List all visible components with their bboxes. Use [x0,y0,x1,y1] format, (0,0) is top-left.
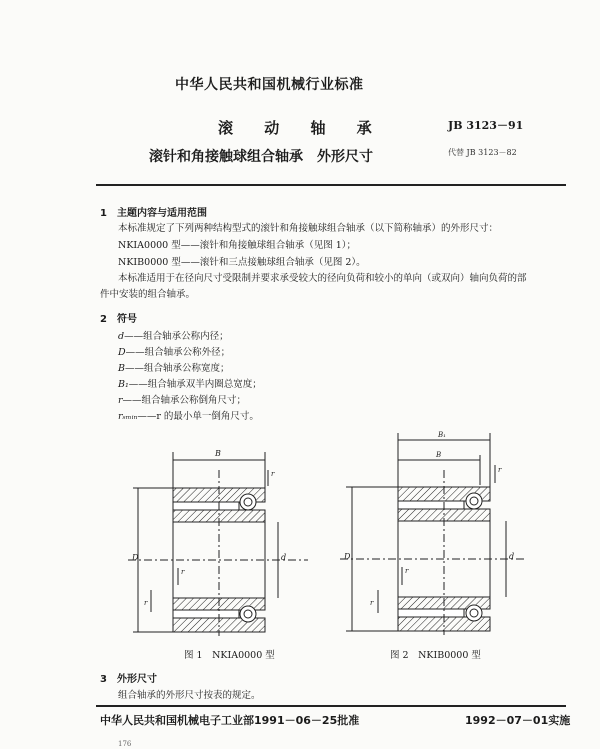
symbol: rₛₘᵢₙ [118,411,138,422]
symbol-row [118,394,246,408]
section1-para2: NKIA0000 型——滚针和角接触球组合轴承（见图 1）； [118,240,357,251]
fig1-label-r: r [144,599,148,607]
page-number: 176 [118,740,132,748]
section1-para4a: 本标准适用于在径向尺寸受限制并要求承受较大的径向负荷和较小的单向（或双向）轴向负荷的部 [118,273,527,284]
figure-1-drawing [118,440,318,640]
footer-rule [96,705,566,707]
fig1-label-r: r [181,568,185,576]
fig2-label-r: r [405,567,409,575]
standard-subtitle: 滚针和角接触球组合轴承 外形尺寸 [149,149,373,165]
symbol: B₁ [118,379,129,390]
symbol-desc: ——组合轴承公称外径； [125,347,231,358]
symbol-row [118,330,229,344]
symbol-desc: ——组合轴承公称倒角尺寸； [122,395,247,406]
symbol-row [118,362,230,376]
figure-2-caption: 图 2 NKIB0000 型 [390,650,481,661]
fig2-label-d-inner: d [509,552,515,561]
fig1-label-d-outer: D [132,553,139,562]
section3-heading: 3 外形尺寸 [100,674,157,685]
figure-1-caption: 图 1 NKIA0000 型 [184,650,275,661]
symbol-desc: ——组合轴承公称内径； [124,331,229,342]
figure-2-drawing [330,425,530,640]
effective-date: 1992－07－01实施 [465,714,571,727]
section1-para3: NKIB0000 型——滚针和三点接触球组合轴承（见图 2）。 [118,257,366,268]
symbol: d [118,331,125,342]
fig2-label-b: B [436,451,442,459]
fig1-label-r: r [271,470,275,478]
symbol-desc: ——组合轴承公称宽度； [124,363,230,374]
fig2-label-r: r [498,466,502,474]
symbol-desc: ——r 的最小单一倒角尺寸。 [137,411,259,422]
issuing-org: 中华人民共和国机械行业标准 [175,77,364,93]
header-rule [96,184,566,186]
symbol-row [118,378,262,392]
symbol: B [118,363,125,374]
symbol: r [118,395,123,406]
section3-para1: 组合轴承的外形尺寸按表的规定。 [118,690,261,701]
replaces-standard: 代替 JB 3123－82 [448,148,517,157]
symbol: D [118,347,126,358]
standard-number: JB 3123－91 [448,119,524,132]
symbol-desc: ——组合轴承双半内圈总宽度； [128,379,262,390]
section1-para1: 本标准规定了下列两种结构型式的滚针和角接触球组合轴承（以下简称轴承）的外形尺寸： [118,223,499,234]
fig2-label-b1: B₁ [438,431,446,439]
fig2-label-d-outer: D [344,552,351,561]
section1-heading: 1 主题内容与适用范围 [100,208,207,219]
section2-heading: 2 符号 [100,314,137,325]
symbol-row [118,346,230,360]
section1-para4b: 件中安装的组合轴承。 [100,289,196,300]
issued-date: 中华人民共和国机械电子工业部1991－06－25批准 [100,714,360,727]
symbol-row [118,410,259,424]
fig2-label-r: r [370,599,374,607]
standard-title: 滚 动 轴 承 [218,119,378,137]
fig1-label-b: B [215,449,221,458]
fig1-label-d-inner: d [281,553,287,562]
